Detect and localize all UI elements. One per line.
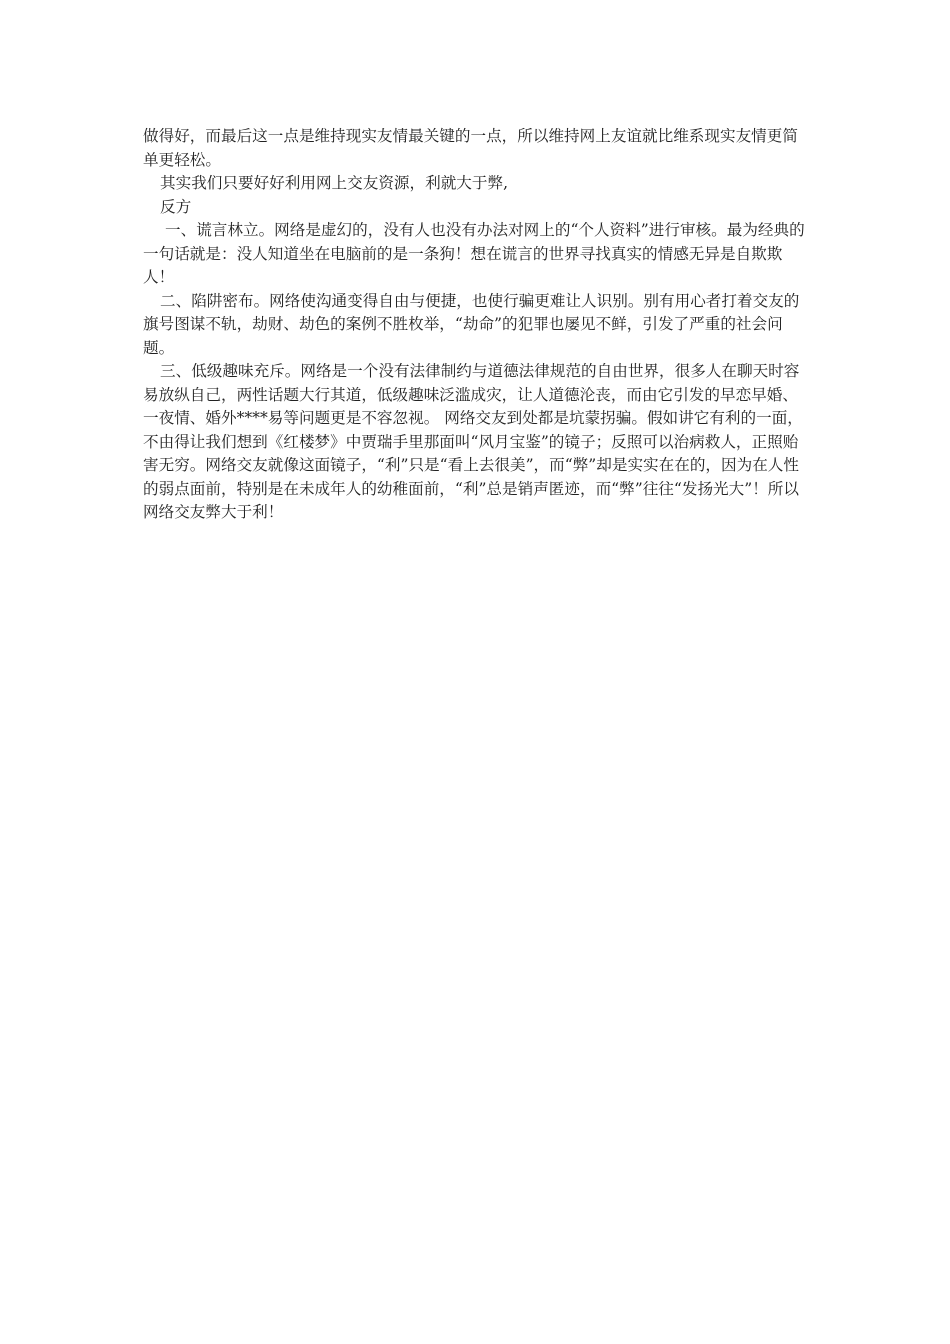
document-page bbox=[143, 125, 810, 525]
paragraph-point-two: 二、陷阱密布。网络使沟通变得自由与便捷，也使行骗更难让人识别。别有用心者打着交友的旗号图谋不轨，劫财、劫色的案例不胜枚举，“劫命”的犯罪也屡见不鲜，引发了严重的社会问题。 bbox=[143, 291, 800, 357]
paragraph-continuation: 做得好，而最后这一点是维持现实友情最关键的一点，所以维持网上友谊就比维系现实友情更简单更轻松。 bbox=[143, 127, 798, 169]
paragraph-point-three: 三、低级趣味充斥。网络是一个没有法律制约与道德法律规范的自由世界，很多人在聊天时容易放纵自己，两性话题大行其道，低级趣味泛滥成灾，让人道德沦丧，而由它引发的早恋早婚、一夜情、婚外****易等问题更是不容忽视。 网络交友到处都是坑蒙拐骗。假如讲它有利的一面，不由得让我们想到《红楼梦》中贾瑞手里那面叫“风月宝鉴”的镜子；反照可以治病救人，正照贻害无穷。网络交友就像这面镜子，“利”只是“看上去很美”，而“弊”却是实实在在的，因为在人性的弱点面前，特别是在未成年人的幼稚面前，“利”总是销声匿迹，而“弊”往往“发扬光大”！所以网络交友弊大于利！ bbox=[143, 362, 803, 521]
paragraph-point-one: 一、谎言林立。网络是虚幻的，没有人也没有办法对网上的“个人资料”进行审核。最为经典的一句话就是：没人知道坐在电脑前的是一条狗！想在谎言的世界寻找真实的情感无异是自欺欺人！ bbox=[143, 221, 805, 286]
section-heading-opposition: 反方 bbox=[160, 197, 192, 216]
paragraph-conclusion: 其实我们只要好好利用网上交友资源，利就大于弊, bbox=[160, 174, 509, 192]
